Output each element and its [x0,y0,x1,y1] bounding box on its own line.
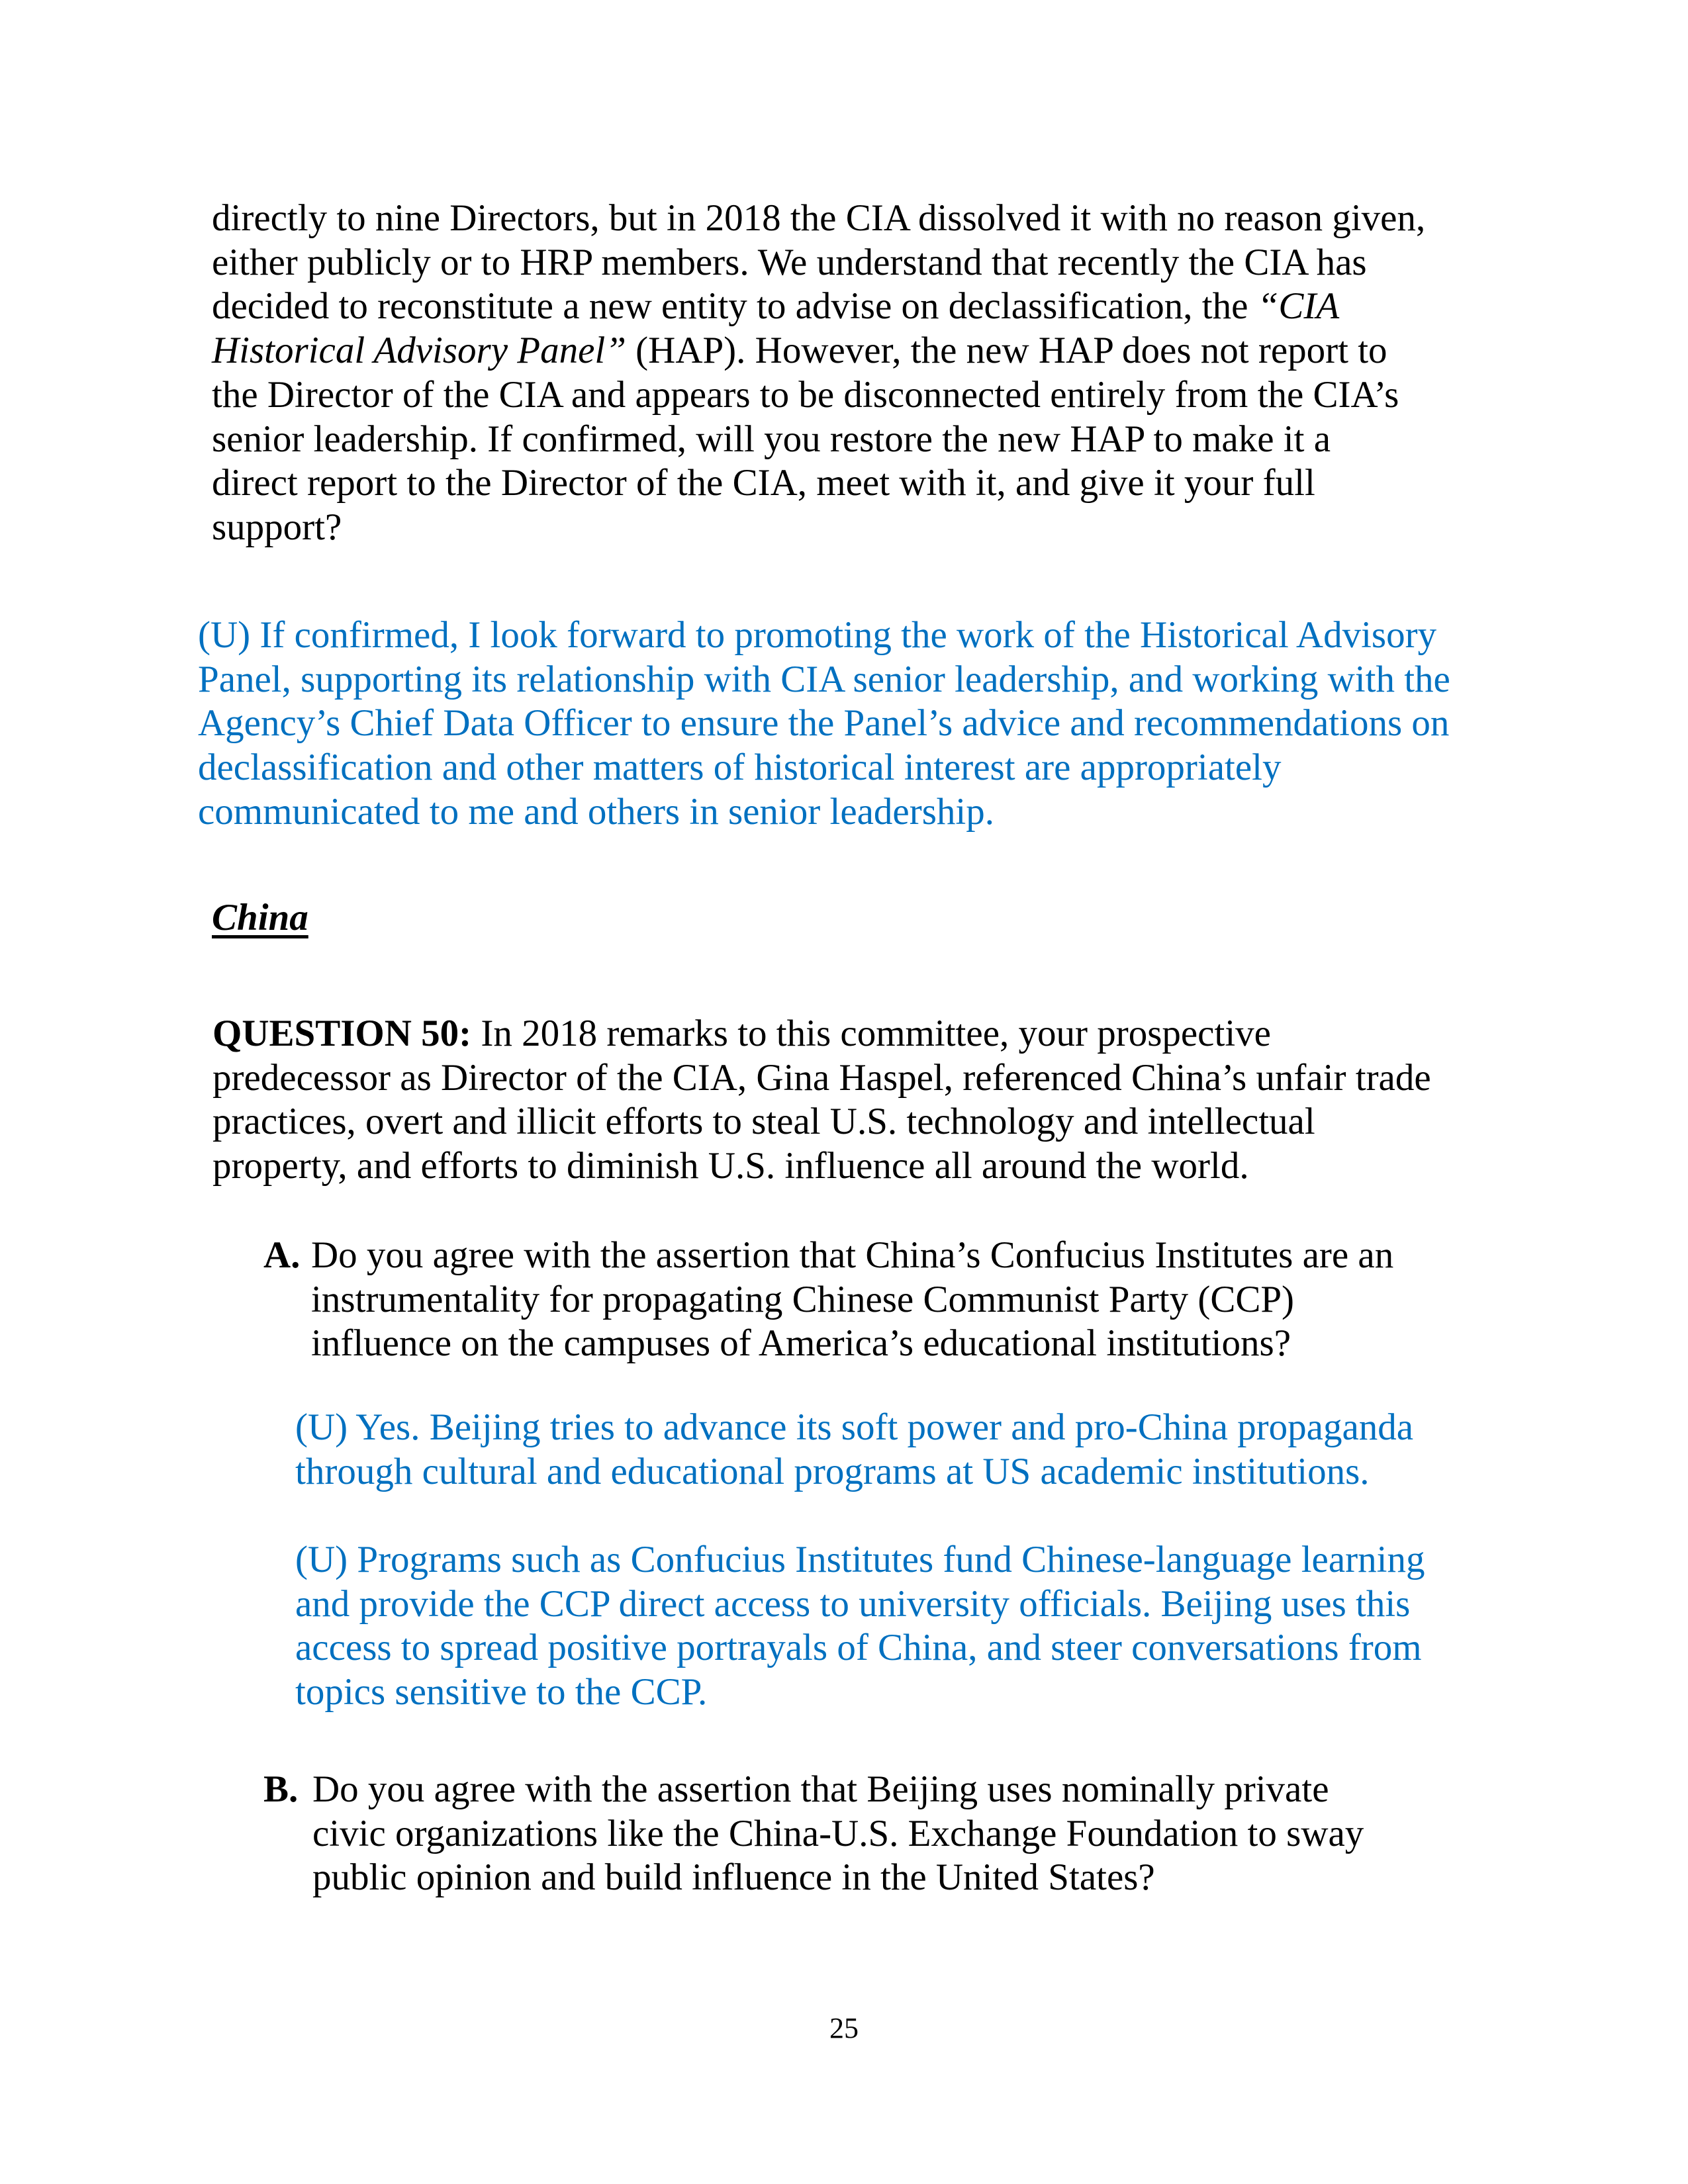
question-continuation [212,197,1425,550]
text-run: directly to nine Directors, but in 2018 the CIA dissolved it with no reason given, [212,197,1426,239]
sub-question-label: B. [263,1768,299,1810]
text-line: predecessor as Director of the CIA, Gina Haspel, referenced China’s unfair trade [212,1056,1431,1099]
text-line [212,461,1425,506]
text-line [212,285,1425,329]
text-line: public opinion and build influence in the United States? [312,1856,1155,1899]
text-line: influence on the campuses of America’s educational institutions? [311,1322,1291,1365]
text-line [212,506,1425,550]
italic-run: “CIA [1257,285,1340,328]
text-line [212,241,1425,285]
answer-hap [198,614,1450,835]
text-run: (HAP). However, the new HAP does not report to [626,330,1387,372]
text-line: property, and efforts to diminish U.S. influence all around the world. [212,1145,1249,1187]
sub-question-text [311,1234,1393,1366]
text-line [212,329,1425,373]
text-line [212,1012,1431,1056]
text-run: In 2018 remarks to this committee, your prospective [471,1013,1271,1054]
text-line: instrumentality for propagating Chinese Communist Party (CCP) [311,1278,1295,1320]
answer-line: Agency’s Chief Data Officer to ensure the Panel’s advice and recommendations on [198,702,1450,745]
section-heading [212,896,308,940]
text-line: Do you agree with the assertion that Beijing uses nominally private [312,1768,1329,1810]
text-line: practices, overt and illicit efforts to steal U.S. technology and intellectual [212,1101,1315,1143]
italic-run: Historical Advisory Panel” [212,330,626,372]
answer-a-2 [295,1538,1425,1715]
answer-line: topics sensitive to the CCP. [295,1671,708,1713]
page-number: 25 [829,2012,859,2044]
text-line [212,373,1425,418]
text-run: either publicly or to HRP members. We understand that recently the CIA has [212,241,1367,283]
answer-line: through cultural and educational programs at US academic institutions. [295,1450,1370,1492]
answer-line: (U) Yes. Beijing tries to advance its soft power and pro-China propaganda [295,1406,1414,1448]
answer-a-1 [295,1406,1413,1494]
text-run: direct report to the Director of the CIA, meet with it, and give it your full [212,462,1315,504]
answer-line: (U) If confirmed, I look forward to promoting the work of the Historical Advisory [198,614,1437,656]
answer-line: Panel, supporting its relationship with CIA senior leadership, and working with the [198,658,1450,700]
text-run: decided to reconstitute a new entity to advise on declassification, the [212,285,1258,328]
sub-question-text [312,1768,1364,1900]
answer-line: access to spread positive portrayals of China, and steer conversations from [295,1627,1422,1669]
answer-line: and provide the CCP direct access to university officials. Beijing uses this [295,1582,1411,1625]
text-line: Do you agree with the assertion that China’s Confucius Institutes are an [311,1234,1394,1276]
text-run: senior leadership. If confirmed, will you restore the new HAP to make it a [212,418,1331,460]
text-line [212,418,1425,462]
answer-line: communicated to me and others in senior leadership. [198,790,994,833]
sub-question-label: A. [263,1234,301,1276]
text-run: the Director of the CIA and appears to be disconnected entirely from the CIA’s [212,373,1399,416]
section-heading-text: China [212,897,308,938]
text-run: support? [212,506,342,548]
text-line [212,197,1425,241]
text-line: civic organizations like the China-U.S. Exchange Foundation to sway [312,1812,1364,1854]
answer-line: declassification and other matters of historical interest are appropriately [198,747,1282,789]
answer-line: (U) Programs such as Confucius Institutes fund Chinese-language learning [295,1539,1425,1580]
question-50 [212,1012,1431,1189]
question-label: QUESTION 50: [212,1013,472,1054]
